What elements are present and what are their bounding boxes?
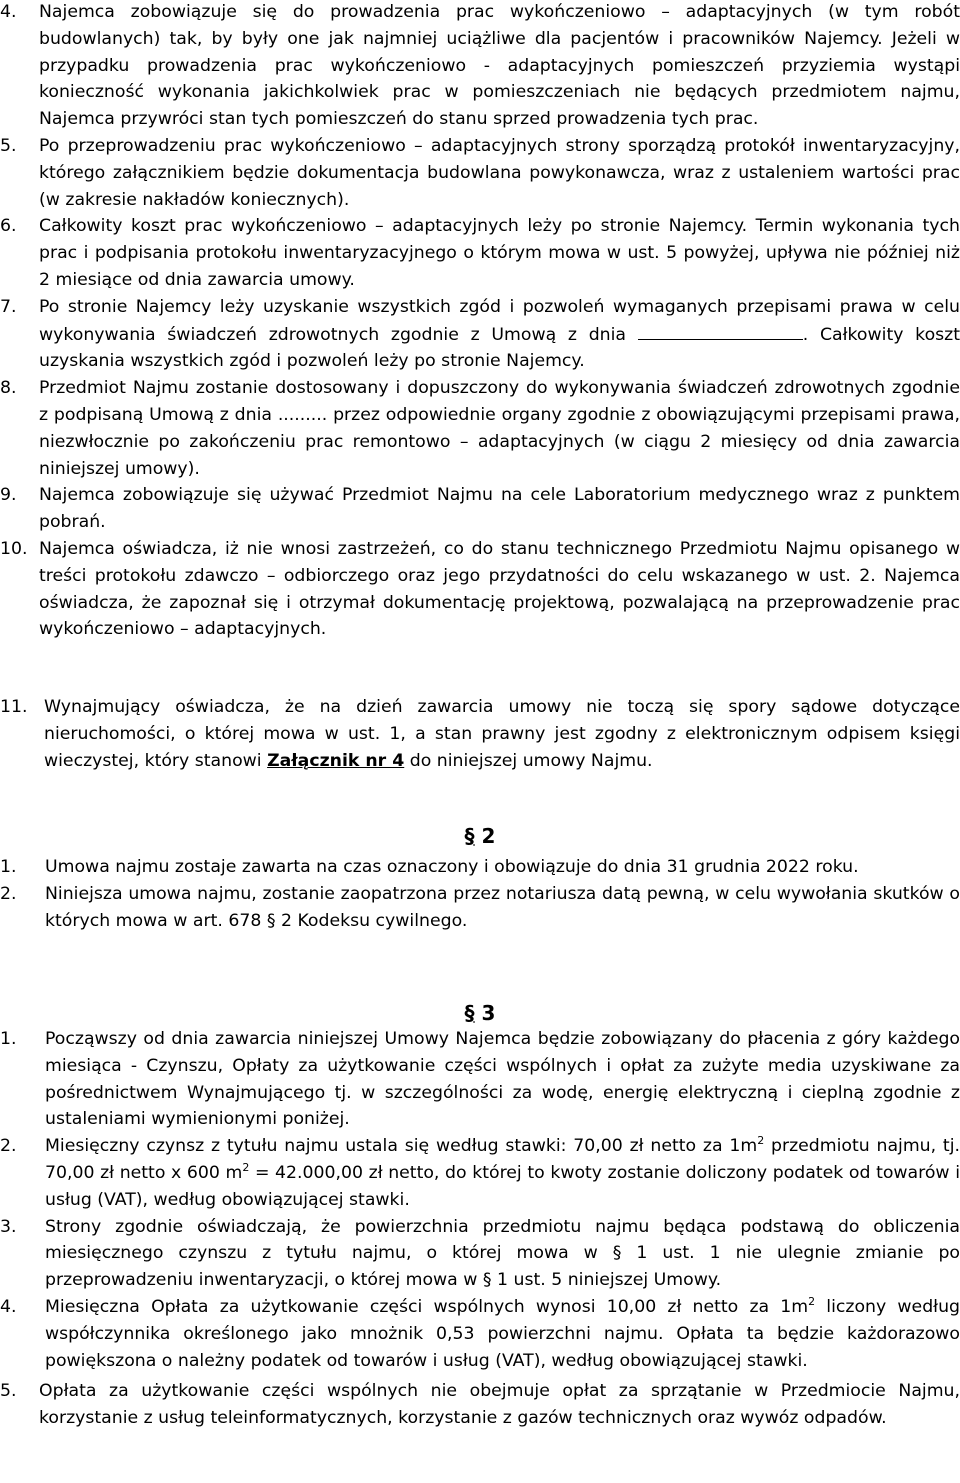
item-number: 10. bbox=[0, 538, 28, 559]
item-text bbox=[45, 1294, 960, 1374]
item-text: Całkowity koszt prac wykończeniowo – adaptacyjnych leży po stronie Najemcy. Termin wykonania tych prac i podpisania protokołu inwentaryzacyjnego o którym mowa w ust. 5 powyżej, upływa nie później niż 2 miesiące od dnia zawarcia umowy. bbox=[39, 216, 960, 290]
item-text-part: liczony według współczynnika określonego jako mnożnik 0,53 powierzchni najmu. Opłata ta będzie każdorazowo powiększona o należny podatek od towarów i usług (VAT), według obowiązującej stawki. bbox=[45, 1296, 960, 1371]
list-item-7 bbox=[0, 294, 960, 375]
list-item bbox=[0, 881, 960, 935]
item-text: Najemca zobowiązuje się używać Przedmiot Najmu na cele Laboratorium medycznego wraz z punktem pobrań. bbox=[39, 485, 960, 533]
superscript: 2 bbox=[242, 1160, 250, 1174]
item-text: Najemca zobowiązuje się do prowadzenia prac wykończeniowo – adaptacyjnych (w tym robót budowlanych) tak, by były one jak najmniej uciążliwe dla pacjentów i pracowników Najemcy. Jeżeli w przypadku prowadzenia prac wykończeniowo - adaptacyjnych pomieszczeń przyziemia wystąpi konieczność wykonania jakichkolwiek prac w pomieszczeniach nie będących przedmiotem najmu, Najemca przywróci stan tych pomieszczeń do stanu sprzed prowadzenia tych prac. bbox=[39, 2, 960, 130]
item-text bbox=[45, 1133, 960, 1213]
item-number: 4. bbox=[0, 2, 17, 22]
item-number: 9. bbox=[0, 485, 17, 506]
superscript: 2 bbox=[757, 1134, 765, 1148]
item-text-part: przedmiotu najmu, tj. 70,00 zł netto x 600 m bbox=[45, 1136, 960, 1183]
item-text: Niniejsza umowa najmu, zostanie zaopatrzona przez notariusza datą pewną, w celu wywołania skutków o których mowa w art. 678 § 2 Kodeksu cywilnego. bbox=[45, 883, 960, 931]
item-text-part: Wynajmujący oświadcza, że na dzień zawarcia umowy nie toczą się spory sądowe dotyczące nieruchomości, o której mowa w ust. 1, a stan prawny jest zgodny z elektronicznym odpisem księgi wieczystej, który stanowi bbox=[44, 697, 960, 771]
item-text: Strony zgodnie oświadczają, że powierzchnia przedmiotu najmu będąca podstawą do obliczenia miesięcznego czynszu z tytułu najmu, o której mowa w § 1 ust. 1 nie ulegnie zmianie po przeprowadzeniu inwentaryzacji, o której mowa w § 1 ust. 5 niniejszej Umowy. bbox=[45, 1216, 960, 1291]
list-item-6 bbox=[0, 213, 960, 293]
item-text: Umowa najmu zostaje zawarta na czas oznaczony i obowiązuje do dnia 31 grudnia 2022 roku. bbox=[45, 857, 859, 877]
list-item-5 bbox=[0, 133, 960, 213]
item-number: 5. bbox=[0, 1381, 17, 1402]
item-number: 2. bbox=[0, 883, 17, 904]
list-item-11-block bbox=[0, 694, 960, 774]
item-number: 4. bbox=[0, 1296, 17, 1317]
item-text: Najemca oświadcza, iż nie wnosi zastrzeżeń, co do stanu technicznego Przedmiotu Najmu opisanego w treści protokołu zdawczo – odbiorczego oraz jego przydatności do celu wskazanego w ust. 2. Najemca oświadcza, że zapoznał się i otrzymał dokumentację projektową, pozwalającą na przeprowadzenie prac wykończeniowo – adaptacyjnych. bbox=[39, 538, 960, 640]
section-heading-3 bbox=[0, 1001, 960, 1025]
list-item bbox=[0, 1133, 960, 1213]
section-number: 3 bbox=[481, 1001, 496, 1025]
item-number: 3. bbox=[0, 1216, 17, 1237]
item-text bbox=[44, 694, 960, 774]
item-text-part: Miesięczna Opłata za użytkowanie części wspólnych wynosi 10,00 zł netto za 1m bbox=[45, 1296, 809, 1317]
section-heading-2 bbox=[0, 824, 960, 848]
item-number: 1. bbox=[0, 857, 17, 877]
attachment-reference: Załącznik nr 4 bbox=[267, 750, 405, 771]
section-symbol: § bbox=[464, 1001, 475, 1025]
section-number: 2 bbox=[481, 824, 496, 848]
item-text-part: = 42.000,00 zł netto, do której to kwoty zostanie doliczony podatek od towarów i usług (VAT), według obowiązującej stawki. bbox=[45, 1162, 960, 1210]
list-item-4 bbox=[0, 0, 960, 133]
section-3-list bbox=[0, 1026, 960, 1432]
list-item-11 bbox=[0, 694, 960, 774]
list-item bbox=[0, 1026, 960, 1133]
item-number: 1. bbox=[0, 1029, 17, 1049]
section-symbol: § bbox=[464, 824, 475, 848]
item-number: 7. bbox=[0, 296, 17, 317]
item-number: 2. bbox=[0, 1136, 17, 1157]
item-number: 11. bbox=[0, 697, 28, 717]
item-number: 8. bbox=[0, 378, 17, 399]
list-item bbox=[0, 1378, 960, 1432]
list-item-8 bbox=[0, 375, 960, 482]
item-text-part: Po stronie Najemcy leży uzyskanie wszystkich zgód i pozwoleń wymaganych przepisami prawa w celu wykonywania świadczeń zdrowotnych zgodnie z Umową z dnia bbox=[39, 296, 960, 345]
item-text-part: . Całkowity koszt uzyskania wszystkich zgód i pozwoleń leży po stronie Najemcy. bbox=[39, 324, 960, 372]
superscript: 2 bbox=[808, 1294, 816, 1308]
list-item bbox=[0, 854, 960, 881]
item-text-part: Miesięczny czynsz z tytułu najmu ustala się według stawki: 70,00 zł netto za 1m bbox=[45, 1136, 758, 1157]
item-number: 6. bbox=[0, 216, 17, 237]
list-item bbox=[0, 1294, 960, 1374]
list-top bbox=[0, 0, 960, 643]
section-2-list bbox=[0, 854, 960, 934]
item-text bbox=[39, 294, 960, 375]
date-blank-line bbox=[638, 321, 803, 340]
item-text: Po przeprowadzeniu prac wykończeniowo – adaptacyjnych strony sporządzą protokół inwentaryzacyjny, którego załącznikiem będzie dokumentacja budowlana powykonawcza, wraz z ustaleniem wartości prac (w zakresie nakładów koniecznych). bbox=[39, 135, 960, 210]
item-number: 5. bbox=[0, 135, 17, 156]
list-item bbox=[0, 1214, 960, 1294]
list-item-9 bbox=[0, 482, 960, 536]
item-text: Opłata za użytkowanie części wspólnych nie obejmuje opłat za sprzątanie w Przedmiocie Najmu, korzystanie z usług teleinformatycznych, korzystanie z gazów technicznych oraz wywóz odpadów. bbox=[39, 1381, 960, 1429]
item-text-part: do niniejszej umowy Najmu. bbox=[404, 750, 653, 771]
item-text: Przedmiot Najmu zostanie dostosowany i dopuszczony do wykonywania świadczeń zdrowotnych zgodnie z podpisaną Umową z dnia ......... przez odpowiednie organy zgodnie z obowiązującymi przepisami prawa, niezwłocznie po zakończeniu prac remontowo – adaptacyjnych (w ciągu 2 miesięcy od dnia zawarcia niniejszej umowy). bbox=[39, 378, 960, 479]
list-item-10 bbox=[0, 536, 960, 643]
item-text: Począwszy od dnia zawarcia niniejszej Umowy Najemca będzie zobowiązany do płacenia z góry każdego miesiąca - Czynszu, Opłaty za użytkowanie części wspólnych i opłat za zużyte media uzyskiwane za pośrednictwem Wynajmującego tj. w szczególności za wodę, energię elektryczną i cieplną zgodnie z ustaleniami wymienionymi poniżej. bbox=[45, 1029, 960, 1130]
